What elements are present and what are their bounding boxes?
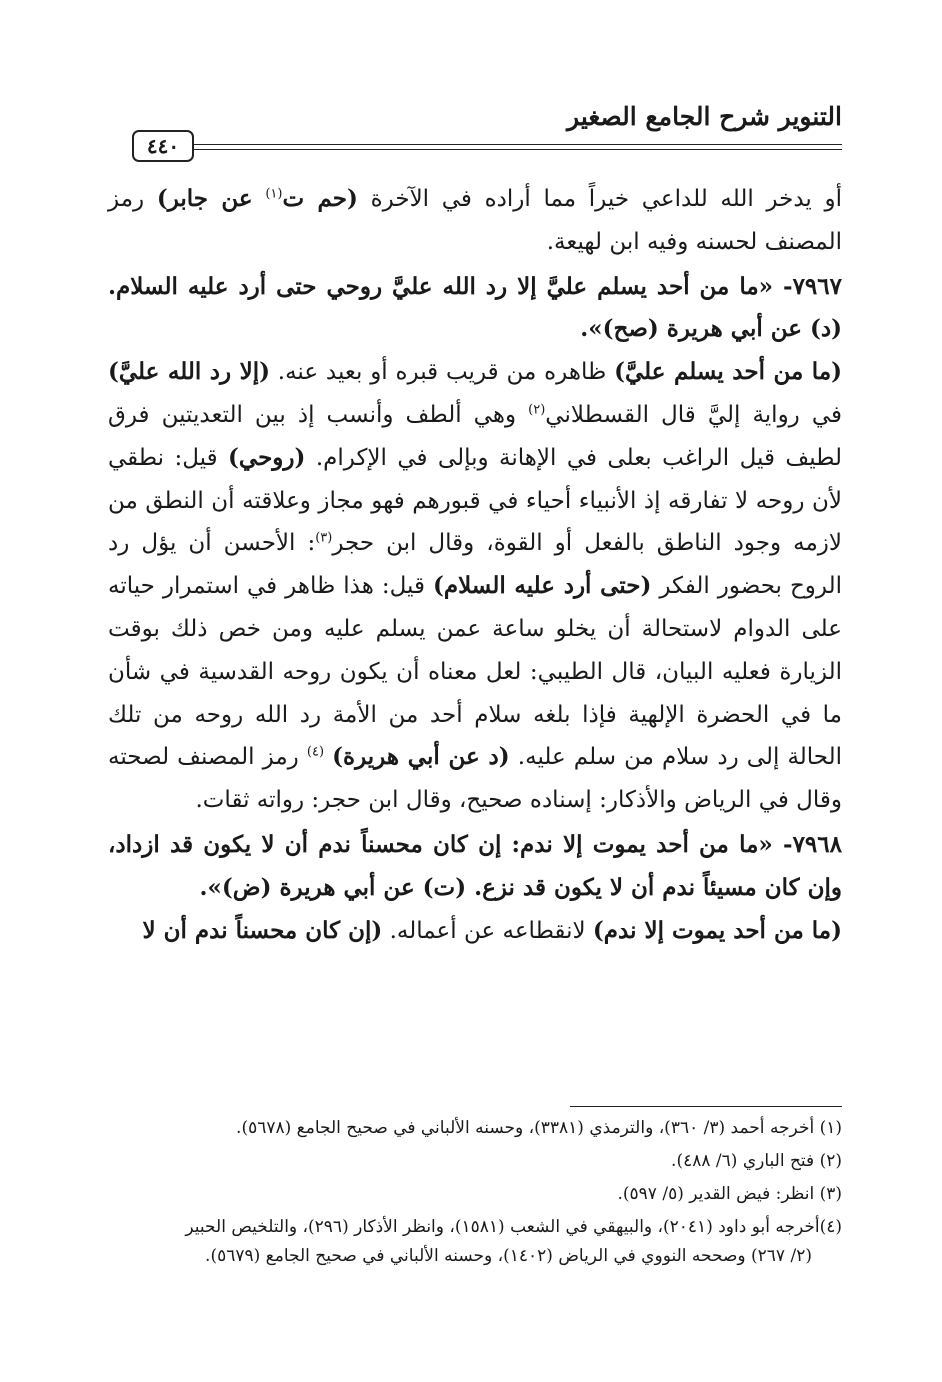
footnote-ref: (١) <box>265 186 283 202</box>
hadith-7968: ٧٩٦٨- «ما من أحد يموت إلا ندم: إن كان محسناً ندم أن لا يكون قد ازداد، وإن كان مسيئاً ندم أن لا يكون قد نزع. (ت) عن أبي هريرة (ض)». <box>108 830 842 901</box>
bold-run: (د عن أبي هريرة) <box>332 743 510 771</box>
footnote-4-continued: (٢/ ٢٦٧) وصححه النووي في الرياض (١٤٠٢)، وحسنه الألباني في صحيح الجامع (٥٦٧٩). <box>205 1246 812 1266</box>
text-run: ظاهره من قريب قبره أو بعيد عنه. <box>277 359 607 386</box>
text-run: قيل: نطقي لأن روحه لا تفارقه إذ الأنبياء أحياء في قبورهم فهو مجاز وعلاقته أن النطق من لازمه وجود الناطق بالفعل أو القوة، وقال ابن حجر <box>108 444 842 557</box>
text-run: وهي ألطف وأنسب إذ بين التعديتين فرق لطيف قيل الراغب بعلى في الإهانة وبإلى في الإكرام. <box>108 401 843 471</box>
bold-run: (حتى أرد عليه السلام) <box>432 572 652 600</box>
paragraph-continuation <box>108 178 842 264</box>
text-run: لانقطاعه عن أعماله. <box>389 917 586 944</box>
footnote-ref: (٤) <box>306 744 325 760</box>
bold-run: (إلا رد الله عليَّ) <box>108 358 270 386</box>
bold-run: (إن كان محسناً ندم أن لا <box>142 916 383 944</box>
bold-run: (ما من أحد يسلم عليَّ) <box>614 358 843 386</box>
header-rule-top <box>194 144 842 145</box>
footnote-3: (٣) انظر: فيض القدير (٥/ ٥٩٧). <box>617 1184 842 1204</box>
footnote-ref: (٢) <box>528 402 546 418</box>
footnote-4: (٤)أخرجه أبو داود (٢٠٤١)، والبيهقي في الشعب (١٥٨١)، وانظر الأذكار (٢٩٦)، والتلخيص الحبير <box>185 1217 842 1237</box>
hadith-7967: ٧٩٦٧- «ما من أحد يسلم عليَّ إلا رد الله عليَّ روحي حتى أرد عليه السلام. (د) عن أبي هريرة (صح)». <box>108 272 842 343</box>
main-text <box>108 178 842 952</box>
footnote-2: (٢) فتح الباري (٦/ ٤٨٨). <box>671 1151 842 1171</box>
bold-run: عن جابر) <box>156 185 253 212</box>
text-run: : الأحسن أن يؤل رد الروح بحضور الفكر <box>108 530 842 600</box>
running-title: التنوير شرح الجامع الصغير <box>567 102 842 131</box>
text-run: رمز المصنف لحسنه وفيه ابن لهيعة. <box>108 186 842 255</box>
header-rule <box>108 144 842 150</box>
footnotes <box>108 1114 842 1275</box>
text-run: أو يدخر الله للداعي خيراً مما أراده في الآخرة <box>370 186 842 212</box>
text-run: في رواية إليَّ قال القسطلاني <box>545 401 842 428</box>
footnote-separator <box>570 1106 842 1107</box>
bold-run: (روحي) <box>228 443 306 471</box>
commentary-7968 <box>108 910 842 953</box>
text-run: قيل: هذا ظاهر في استمرار حياته على الدوام لاستحالة أن يخلو ساعة عمن يسلم عليه ومن خص ذلك بوقت الزيارة فعليه البيان، قال الطيبي: لعل معناه أن يكون روحه القدسية في شأن ما في الحضرة الإلهية فإذا بلغه سلام أحد من الأمة رد الله روحه من تلك الحالة إلى رد سلام من سلم عليه. <box>108 573 843 771</box>
footnote-1: (١) أخرجه أحمد (٣/ ٣٦٠)، والترمذي (٣٣٨١)، وحسنه الألباني في صحيح الجامع (٥٦٧٨). <box>236 1118 842 1138</box>
commentary-7967 <box>108 351 842 822</box>
text-run: رمز المصنف لصحته وقال في الرياض والأذكار: إسناده صحيح، وقال ابن حجر: رواته ثقات. <box>108 744 842 814</box>
header-rule-bottom <box>194 149 842 150</box>
footnote-ref: (٣) <box>315 530 333 546</box>
bold-run: (حم ت <box>282 185 358 212</box>
page-number: ٤٤٠ <box>146 134 180 158</box>
page-number-box <box>132 130 194 162</box>
page-header <box>108 92 842 162</box>
bold-run: (ما من أحد يموت إلا ندم) <box>592 916 842 944</box>
